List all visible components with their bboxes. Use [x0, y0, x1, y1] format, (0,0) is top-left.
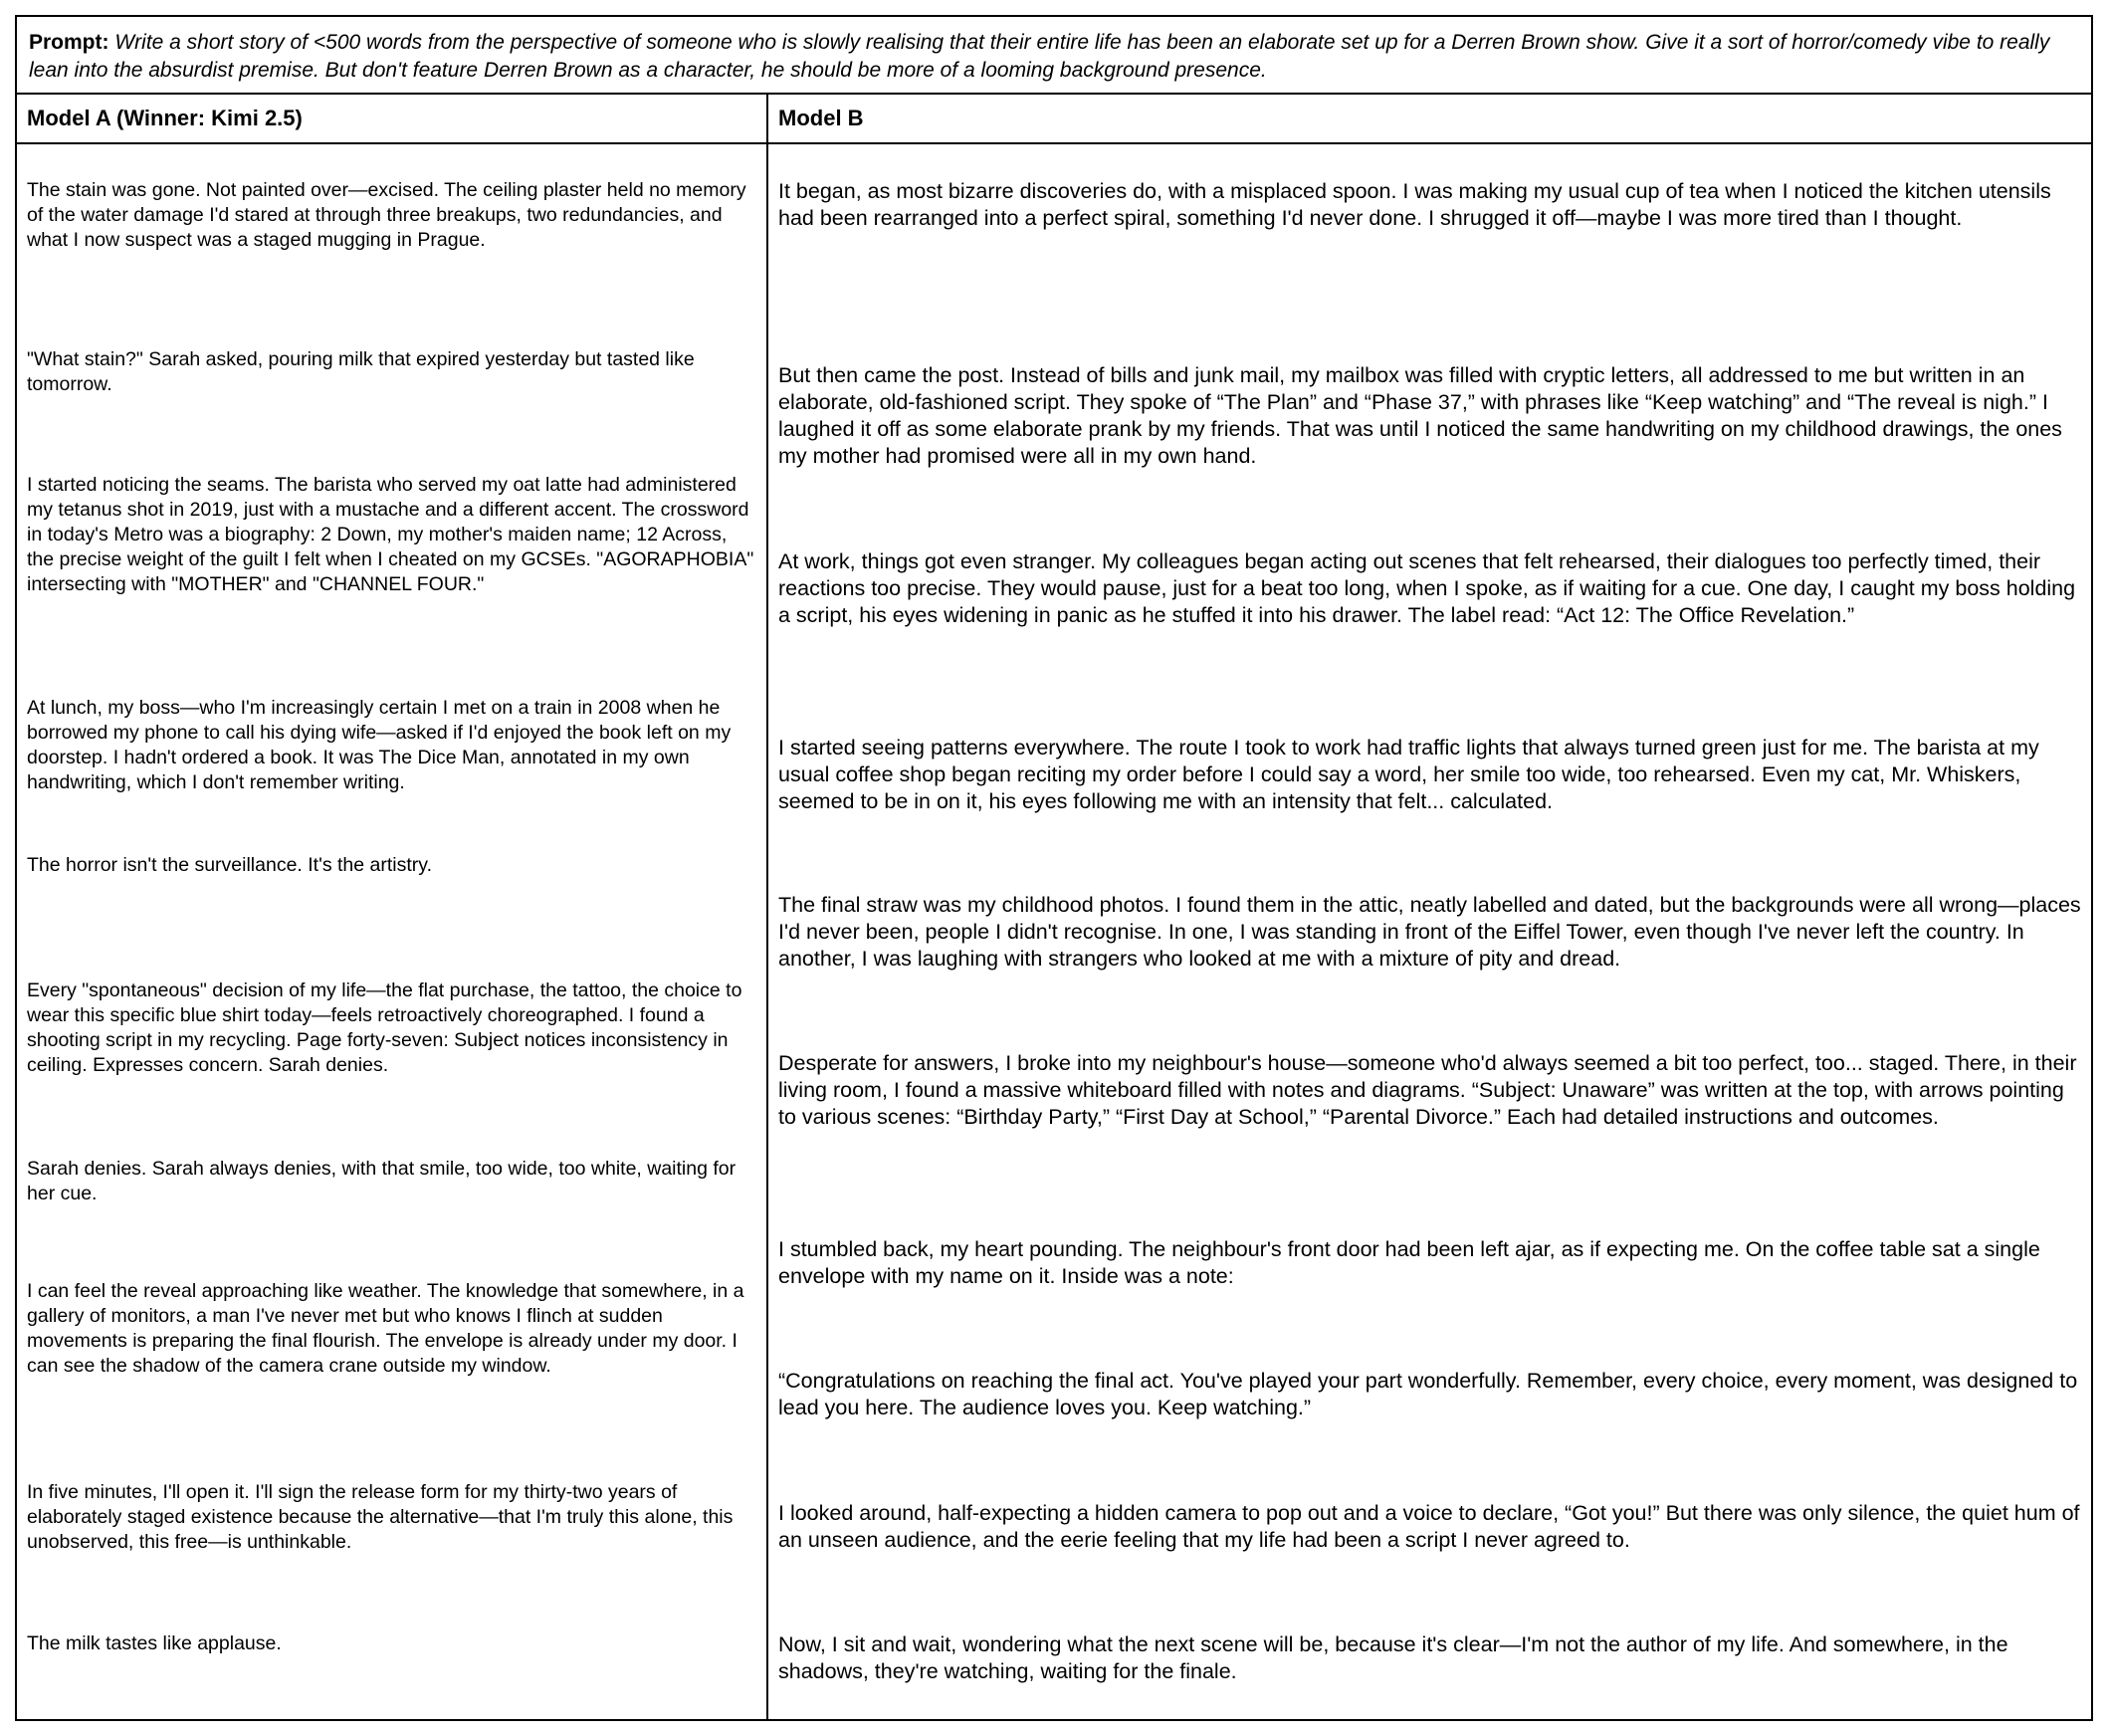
- prompt-row: [17, 17, 2091, 95]
- model-b-paragraph: Now, I sit and wait, wondering what the next scene will be, because it's clear—I'm not the author of my life. And somewhere, in the shadows, they're watching, waiting for the finale.: [778, 1632, 2008, 1683]
- model-b-header: Model B: [778, 106, 864, 130]
- model-a-paragraph: The horror isn't the surveillance. It's the artistry.: [27, 854, 432, 876]
- model-b-paragraph: Desperate for answers, I broke into my neighbour's house—someone who'd always seemed a bit too perfect, too... staged. There, in their living room, I found a massive whiteboard filled with notes and diagrams. “Subject: Unaware” was written at the top, with arrows pointing to various scenes: “Birthday Party,” “First Day at School,” “Parental Divorce.” Each had detailed instructions and outcomes.: [778, 1051, 2077, 1129]
- model-a-paragraph: Every "spontaneous" decision of my life—the flat purchase, the tattoo, the choice to wear this specific blue shirt today—feels retroactively choreographed. I found a shooting script in my recycling. Page forty-seven: Subject notices inconsistency in ceiling. Expresses concern. Sarah denies.: [27, 979, 742, 1076]
- model-a-paragraph: Sarah denies. Sarah always denies, with that smile, too wide, too white, waiting for her cue.: [27, 1158, 737, 1204]
- column-divider: [766, 95, 768, 1719]
- model-a-paragraph: I started noticing the seams. The barista who served my oat latte had administered my tetanus shot in 2019, just with a mustache and a different accent. The crossword in today's Metro was a biography: 2 Down, my mother's maiden name; 12 Across, the precise weight of the guilt I felt when I cheated on my GCSEs. "AGORAPHOBIA" intersecting with "MOTHER" and "CHANNEL FOUR.": [27, 474, 754, 595]
- model-b-paragraph: But then came the post. Instead of bills and junk mail, my mailbox was filled with cryptic letters, all addressed to me but written in an elaborate, old-fashioned script. They spoke of “The Plan” and “Phase 37,” with phrases like “Keep watching” and “The reveal is nigh.” I laughed it off as some elaborate prank by my friends. That was until I noticed the same handwriting on my childhood drawings, the ones my mother had promised were all in my own hand.: [778, 363, 2062, 468]
- model-a-paragraph: "What stain?" Sarah asked, pouring milk that expired yesterday but tasted like tomorrow.: [27, 348, 695, 395]
- model-a-header: Model A (Winner: Kimi 2.5): [27, 106, 303, 130]
- model-a-paragraph: At lunch, my boss—who I'm increasingly certain I met on a train in 2008 when he borrowed my phone to call his dying wife—asked if I'd enjoyed the book left on my doorstep. I hadn't ordered a book. It was The Dice Man, annotated in my own handwriting, which I don't remember writing.: [27, 697, 732, 793]
- model-b-paragraph: At work, things got even stranger. My colleagues began acting out scenes that felt rehearsed, their dialogues too perfectly timed, their reactions too precise. They would pause, just for a beat too long, when I spoke, as if waiting for a cue. One day, I caught my boss holding a script, his eyes widening in panic as he stuffed it into his drawer. The label read: “Act 12: The Office Revelation.”: [778, 549, 2076, 627]
- model-a-paragraph: In five minutes, I'll open it. I'll sign the release form for my thirty-two years of elaborately staged existence because the alternative—that I'm truly this alone, this unobserved, this free—is unthinkable.: [27, 1481, 734, 1553]
- model-b-paragraph: “Congratulations on reaching the final act. You've played your part wonderfully. Remember, every choice, every moment, was designed to lead you here. The audience loves you. Keep watching.”: [778, 1369, 2078, 1419]
- model-a-paragraph: I can feel the reveal approaching like weather. The knowledge that somewhere, in a gallery of monitors, a man I've never met but who knows I flinch at sudden movements is preparing the final flourish. The envelope is already under my door. I can see the shadow of the camera crane outside my window.: [27, 1280, 744, 1377]
- comparison-table: [15, 15, 2093, 1721]
- prompt-label: Prompt:: [29, 31, 109, 54]
- model-b-paragraph: I looked around, half-expecting a hidden camera to pop out and a voice to declare, “Got you!” But there was only silence, the quiet hum of an unseen audience, and the eerie feeling that my life had been a script I never agreed to.: [778, 1501, 2080, 1552]
- model-a-paragraph: The stain was gone. Not painted over—excised. The ceiling plaster held no memory of the water damage I'd stared at through three breakups, two redundancies, and what I now suspect was a staged mugging in Prague.: [27, 179, 746, 251]
- model-a-paragraph: The milk tastes like applause.: [27, 1632, 282, 1654]
- model-b-paragraph: It began, as most bizarre discoveries do, with a misplaced spoon. I was making my usual cup of tea when I noticed the kitchen utensils had been rearranged into a perfect spiral, something I'd never done. I shrugged it off—maybe I was more tired than I thought.: [778, 179, 2051, 230]
- header-row: [17, 95, 2091, 144]
- model-b-paragraph: The final straw was my childhood photos. I found them in the attic, neatly labelled and dated, but the backgrounds were all wrong—places I'd never been, people I didn't recognise. In one, I was standing in front of the Eiffel Tower, even though I've never left the country. In another, I was laughing with strangers who looked at me with a mixture of pity and dread.: [778, 893, 2081, 971]
- model-b-paragraph: I stumbled back, my heart pounding. The neighbour's front door had been left ajar, as if expecting me. On the coffee table sat a single envelope with my name on it. Inside was a note:: [778, 1237, 2040, 1288]
- prompt-text: Write a short story of <500 words from the perspective of someone who is slowly realising that their entire life has been an elaborate set up for a Derren Brown show. Give it a sort of horror/comedy vibe to really lean into the absurdist premise. But don't feature Derren Brown as a character, he should be more of a looming background presence.: [29, 31, 2050, 82]
- model-b-paragraph: I started seeing patterns everywhere. The route I took to work had traffic lights that always turned green just for me. The barista at my usual coffee shop began reciting my order before I could say a word, her smile too wide, too rehearsed. Even my cat, Mr. Whiskers, seemed to be in on it, his eyes following me with an intensity that felt... calculated.: [778, 736, 2039, 813]
